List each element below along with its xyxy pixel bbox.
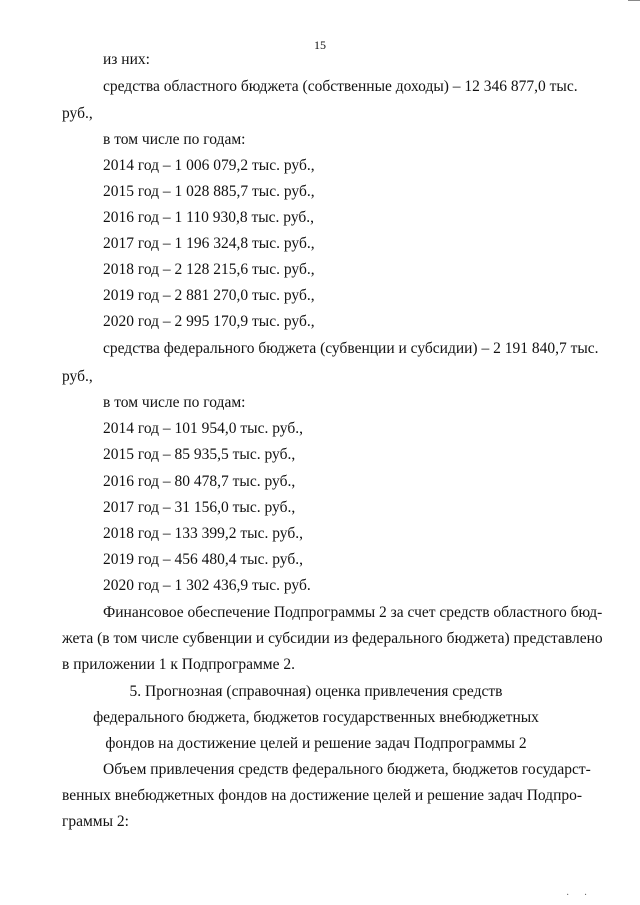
text-line: 2015 год – 1 028 885,7 тыс. руб., xyxy=(103,183,315,200)
text-line: 2020 год – 2 995 170,9 тыс. руб., xyxy=(103,313,315,330)
section-heading-line: федерального бюджета, бюджетов государственных внебюджетных xyxy=(93,709,539,726)
paragraph-line: венных внебюджетных фондов на достижение целей и решение задач Подпро- xyxy=(62,787,583,804)
text-line: 2016 год – 80 478,7 тыс. руб., xyxy=(103,473,296,490)
text-line: 2018 год – 2 128 215,6 тыс. руб., xyxy=(103,261,315,278)
text-line: руб., xyxy=(62,105,93,122)
text-line: в том числе по годам: xyxy=(103,131,246,148)
text-line: в том числе по годам: xyxy=(103,394,246,411)
text-line: 2014 год – 101 954,0 тыс. руб., xyxy=(103,420,303,437)
text-line: из них: xyxy=(103,51,150,68)
text-line: 2017 год – 31 156,0 тыс. руб., xyxy=(103,499,296,516)
scan-artifact: · · xyxy=(566,890,594,901)
text-line: 2016 год – 1 110 930,8 тыс. руб., xyxy=(103,209,315,226)
text-line: руб., xyxy=(62,368,93,385)
section-heading-line: 5. Прогнозная (справочная) оценка привлечения средств xyxy=(129,683,503,700)
text-line: 2015 год – 85 935,5 тыс. руб., xyxy=(103,446,296,463)
text-line: средства федерального бюджета (субвенции и субсидии) – 2 191 840,7 тыс. xyxy=(103,340,599,357)
section-heading-line: фондов на достижение целей и решение задач Подпрограммы 2 xyxy=(105,735,527,752)
paragraph-line: в приложении 1 к Подпрограмме 2. xyxy=(62,656,295,673)
paragraph-line: граммы 2: xyxy=(62,813,129,830)
text-line: 2014 год – 1 006 079,2 тыс. руб., xyxy=(103,157,315,174)
scan-edge-mark xyxy=(628,0,640,7)
text-line: 2019 год – 2 881 270,0 тыс. руб., xyxy=(103,287,315,304)
paragraph-line: жета (в том числе субвенции и субсидии из федерального бюджета) представлено xyxy=(62,630,603,647)
text-line: средства областного бюджета (собственные доходы) – 12 346 877,0 тыс. xyxy=(103,78,578,95)
text-line: 2017 год – 1 196 324,8 тыс. руб., xyxy=(103,235,315,252)
paragraph-line: Финансовое обеспечение Подпрограммы 2 за счет средств областного бюд- xyxy=(103,604,603,621)
page-number: 15 xyxy=(314,38,326,52)
text-line: 2019 год – 456 480,4 тыс. руб., xyxy=(103,551,303,568)
text-line: 2020 год – 1 302 436,9 тыс. руб. xyxy=(103,577,311,594)
text-line: 2018 год – 133 399,2 тыс. руб., xyxy=(103,525,303,542)
paragraph-line: Объем привлечения средств федерального бюджета, бюджетов государст- xyxy=(103,761,591,778)
